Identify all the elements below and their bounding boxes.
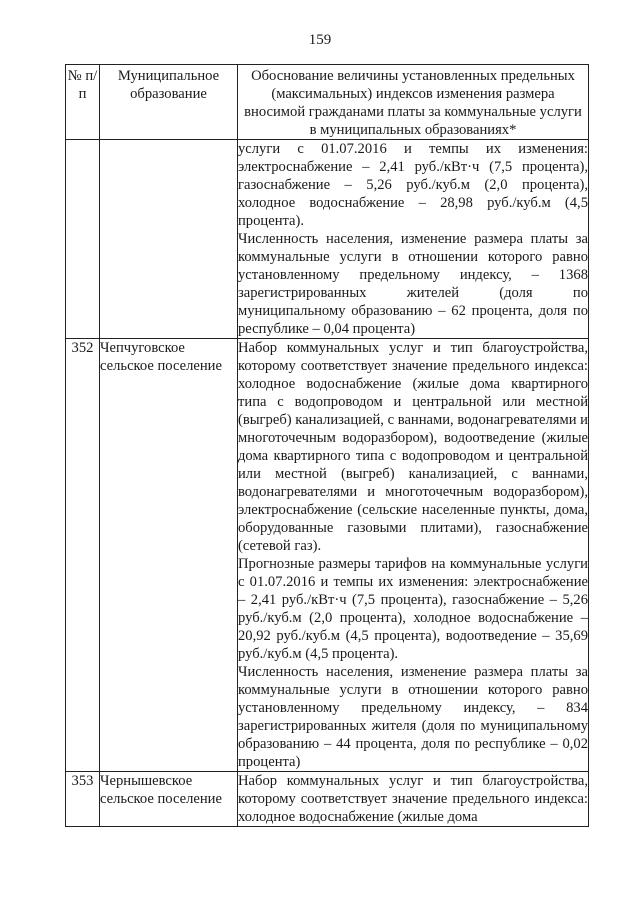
justification-paragraph: Набор коммунальных услуг и тип благоустройства, которому соответствует значение предельного индекса: холодное водоснабжение (жилые дома квартирного типа с водопроводом и центральной или местной (выгреб) канализацией, с ваннами, водонагревателями и многоточечным водоразбором), водоотведение (жилые дома квартирного типа с водопроводом и центральной или местной (выгреб) канализацией, с ваннами, водонагревателями и многоточечным водоразбором), электроснабжение (сельские населенные пункты, дома, оборудованные газовыми плитами), газоснабжение (сетевой газ). [238, 340, 588, 554]
row-municipality: Чепчуговское сельское поселение [100, 339, 238, 772]
table-row [66, 339, 589, 772]
table-row [66, 140, 589, 339]
row-justification [238, 140, 589, 339]
table-row [66, 772, 589, 827]
row-municipality: Чернышевское сельское поселение [100, 772, 238, 827]
justification-paragraph: Численность населения, изменение размера платы за коммунальные услуги в отношении которого равно установленному предельному индексу, – 1368 зарегистрированных жителей (доля по муниципальному образованию – 62 процента, доля по республике – 0,04 процента) [238, 231, 588, 337]
justification-paragraph: услуги с 01.07.2016 и темпы их изменения: электроснабжение – 2,41 руб./кВт·ч (7,5 процента), газоснабжение – 5,26 руб./куб.м (2,0 процента), холодное водоснабжение – 28,98 руб./куб.м (4,5 процента). [238, 141, 588, 229]
header-justification-text: Обоснование величины установленных предельных (максимальных) индексов изменения размера вносимой гражданами платы за коммунальные услуги в муниципальных образованиях* [244, 68, 582, 138]
row-justification [238, 772, 589, 827]
table-header-row [66, 65, 589, 140]
justification-paragraph: Набор коммунальных услуг и тип благоустройства, которому соответствует значение предельного индекса: холодное водоснабжение (жилые дома [238, 773, 588, 825]
tariff-index-table [65, 64, 589, 827]
justification-paragraph: Численность населения, изменение размера платы за коммунальные услуги в отношении которого равно установленному предельному индексу, – 834 зарегистрированных жителя (доля по муниципальному образованию – 44 процента, доля по республике – 0,02 процента) [238, 664, 588, 770]
row-number: 352 [66, 339, 100, 772]
justification-paragraph: Прогнозные размеры тарифов на коммунальные услуги с 01.07.2016 и темпы их изменения: электроснабжение – 2,41 руб./кВт·ч (7,5 процента), газоснабжение – 5,26 руб./куб.м (2,0 процента), холодное водоснабжение – 20,92 руб./куб.м (4,5 процента), водоотведение – 35,69 руб./куб.м (4,5 процента). [238, 556, 588, 662]
header-num: № п/п [66, 65, 100, 140]
header-justification [238, 65, 589, 140]
row-number: 353 [66, 772, 100, 827]
row-number [66, 140, 100, 339]
page-number: 159 [308, 32, 332, 48]
row-municipality [100, 140, 238, 339]
header-municipality: Муниципальное образование [100, 65, 238, 140]
row-justification [238, 339, 589, 772]
